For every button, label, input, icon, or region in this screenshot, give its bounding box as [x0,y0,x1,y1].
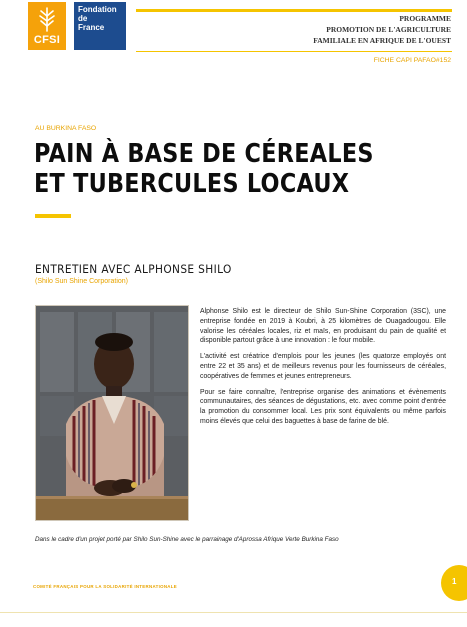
fiche-reference: FICHE CAPI PAFAO#152 [373,57,451,64]
wheat-icon [33,6,61,32]
programme-line: PROMOTION DE L'AGRICULTURE [326,25,451,34]
fondation-de-france-logo [74,2,126,50]
footer-rule [0,612,467,613]
body-paragraph: L'activité est créatrice d'emplois pour les jeunes (les quatorze employés ont entre 22 et 35 ans) et de meilleurs revenus pour les fournisseurs de céréales, coopératives de femmes et jeunes entrepreneurs. [200,353,446,380]
programme-line: PROGRAMME [399,14,451,23]
programme-heading [241,13,451,46]
title-line: ET TUBERCULES LOCAUX [34,169,350,199]
programme-line: FAMILIALE EN AFRIQUE DE L'OUEST [313,36,451,45]
cfsi-logo [28,2,66,50]
article-body [200,307,446,433]
interview-heading: ENTRETIEN AVEC ALPHONSE SHILO [35,262,232,276]
footer-organization: COMITÉ FRANÇAIS POUR LA SOLIDARITÉ INTERNATIONALE [33,584,177,589]
page-number-badge [441,565,467,601]
fondation-logo-text: Fondation de France [78,5,117,32]
title-accent-bar [35,214,71,218]
cfsi-logo-text: CFSI [33,34,61,46]
page-number: 1 [452,577,457,586]
project-caption: Dans le cadre d'un projet porté par Shilo Sun-Shine avec le parrainage d'Aprossa Afrique Verte Burkina Faso [35,536,339,543]
header-rule-bottom [136,51,452,52]
article-title [34,139,387,199]
title-line: PAIN À BASE DE CÉREALES [34,139,374,169]
location-kicker: AU BURKINA FASO [35,125,97,132]
body-paragraph: Alphonse Shilo est le directeur de Shilo Sun-Shine Corporation (3SC), une entreprise fondée en 2019 à Koubri, à 25 kilomètres de Ouagadougou. Elle valorise les céréales locales, riz et maïs, en produisant du pain de qualité et disponible partout grâce à une innovation : le four mobile. [200,308,446,345]
company-name: (Shilo Sun Shine Corporation) [35,278,128,285]
portrait-photo [35,305,189,521]
body-paragraph: Pour se faire connaître, l'entreprise organise des animations et évènements communautaires, des séances de dégustations, etc. avec comme point d'entrée la promotion du consommer local. Les prix sont équivalents ou même parfois moins élevés que celui des baguettes à base de farine de blé. [200,388,446,425]
header-rule [136,9,452,12]
